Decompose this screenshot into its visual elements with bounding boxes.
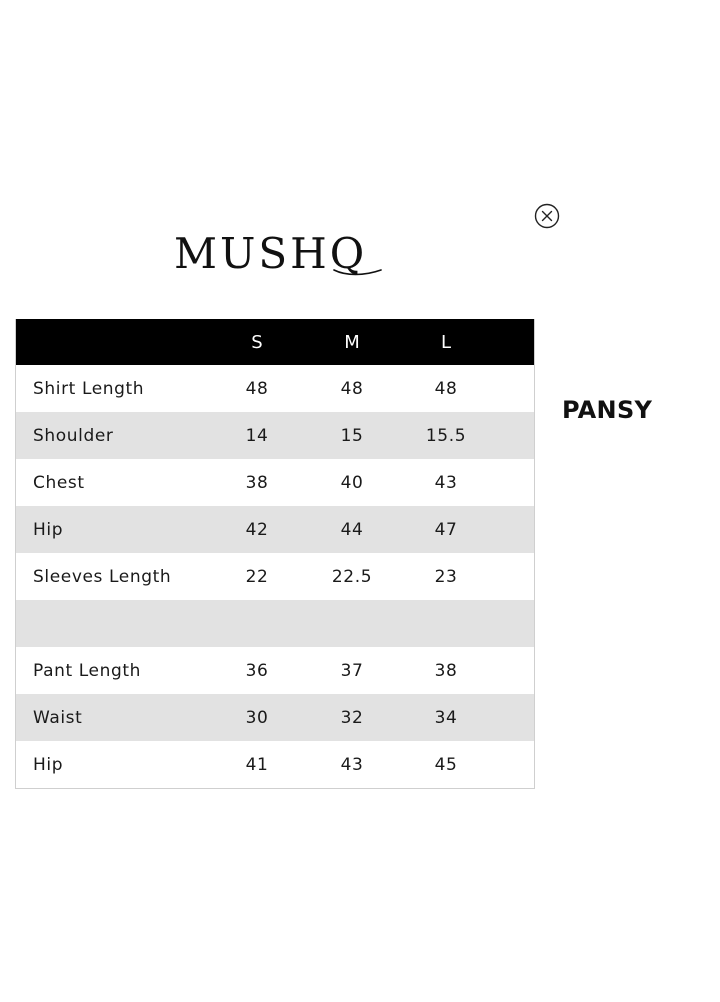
size-l-value: 23 <box>434 566 458 587</box>
size-l-value <box>406 600 486 647</box>
brand-logo-text: MUSHQ <box>174 229 368 278</box>
size-header-l: L <box>440 331 452 353</box>
table-row-hip <box>16 506 534 553</box>
size-s-value: 48 <box>245 378 269 399</box>
size-l-value: 43 <box>434 472 458 493</box>
row-label: Sleeves Length <box>33 566 172 587</box>
size-m-value: 37 <box>340 660 364 681</box>
size-s-value: 14 <box>245 425 269 446</box>
size-m-value: 15 <box>340 425 364 446</box>
table-row-waist <box>16 694 534 741</box>
table-row-shirt-length <box>16 365 534 412</box>
size-m-value: 40 <box>340 472 364 493</box>
close-circle-icon <box>534 203 560 229</box>
size-s-value: 30 <box>245 707 269 728</box>
size-l-value: 47 <box>434 519 458 540</box>
size-l-value: 15.5 <box>425 425 467 446</box>
row-label: Shirt Length <box>33 378 145 399</box>
row-label: Chest <box>33 472 85 493</box>
row-label: Hip <box>33 754 64 775</box>
size-s-value: 42 <box>245 519 269 540</box>
row-label: Pant Length <box>33 660 141 681</box>
table-row-sleeves-length <box>16 553 534 600</box>
size-header-m: M <box>344 331 360 353</box>
row-label: Waist <box>33 707 83 728</box>
close-button[interactable] <box>534 203 560 229</box>
size-m-value <box>312 600 392 647</box>
size-m-value: 44 <box>340 519 364 540</box>
size-m-value: 48 <box>340 378 364 399</box>
size-s-value: 22 <box>245 566 269 587</box>
table-row-spacer <box>16 600 534 647</box>
logo-swash-icon <box>174 224 389 284</box>
brand-logo <box>174 224 389 284</box>
size-l-value: 38 <box>434 660 458 681</box>
product-name: PANSY <box>562 396 653 424</box>
size-l-value: 34 <box>434 707 458 728</box>
size-l-value: 48 <box>434 378 458 399</box>
size-m-value: 22.5 <box>331 566 373 587</box>
size-chart-table <box>15 319 535 789</box>
size-s-value: 38 <box>245 472 269 493</box>
row-label: Hip <box>33 519 64 540</box>
size-header-s: S <box>251 331 263 353</box>
row-label: Shoulder <box>33 425 114 446</box>
table-row-shoulder <box>16 412 534 459</box>
table-row-pant-hip <box>16 741 534 788</box>
size-l-value: 45 <box>434 754 458 775</box>
table-row-chest <box>16 459 534 506</box>
size-m-value: 43 <box>340 754 364 775</box>
size-s-value <box>217 600 297 647</box>
table-row-pant-length <box>16 647 534 694</box>
size-s-value: 36 <box>245 660 269 681</box>
size-header-row <box>16 319 534 365</box>
size-m-value: 32 <box>340 707 364 728</box>
size-s-value: 41 <box>245 754 269 775</box>
